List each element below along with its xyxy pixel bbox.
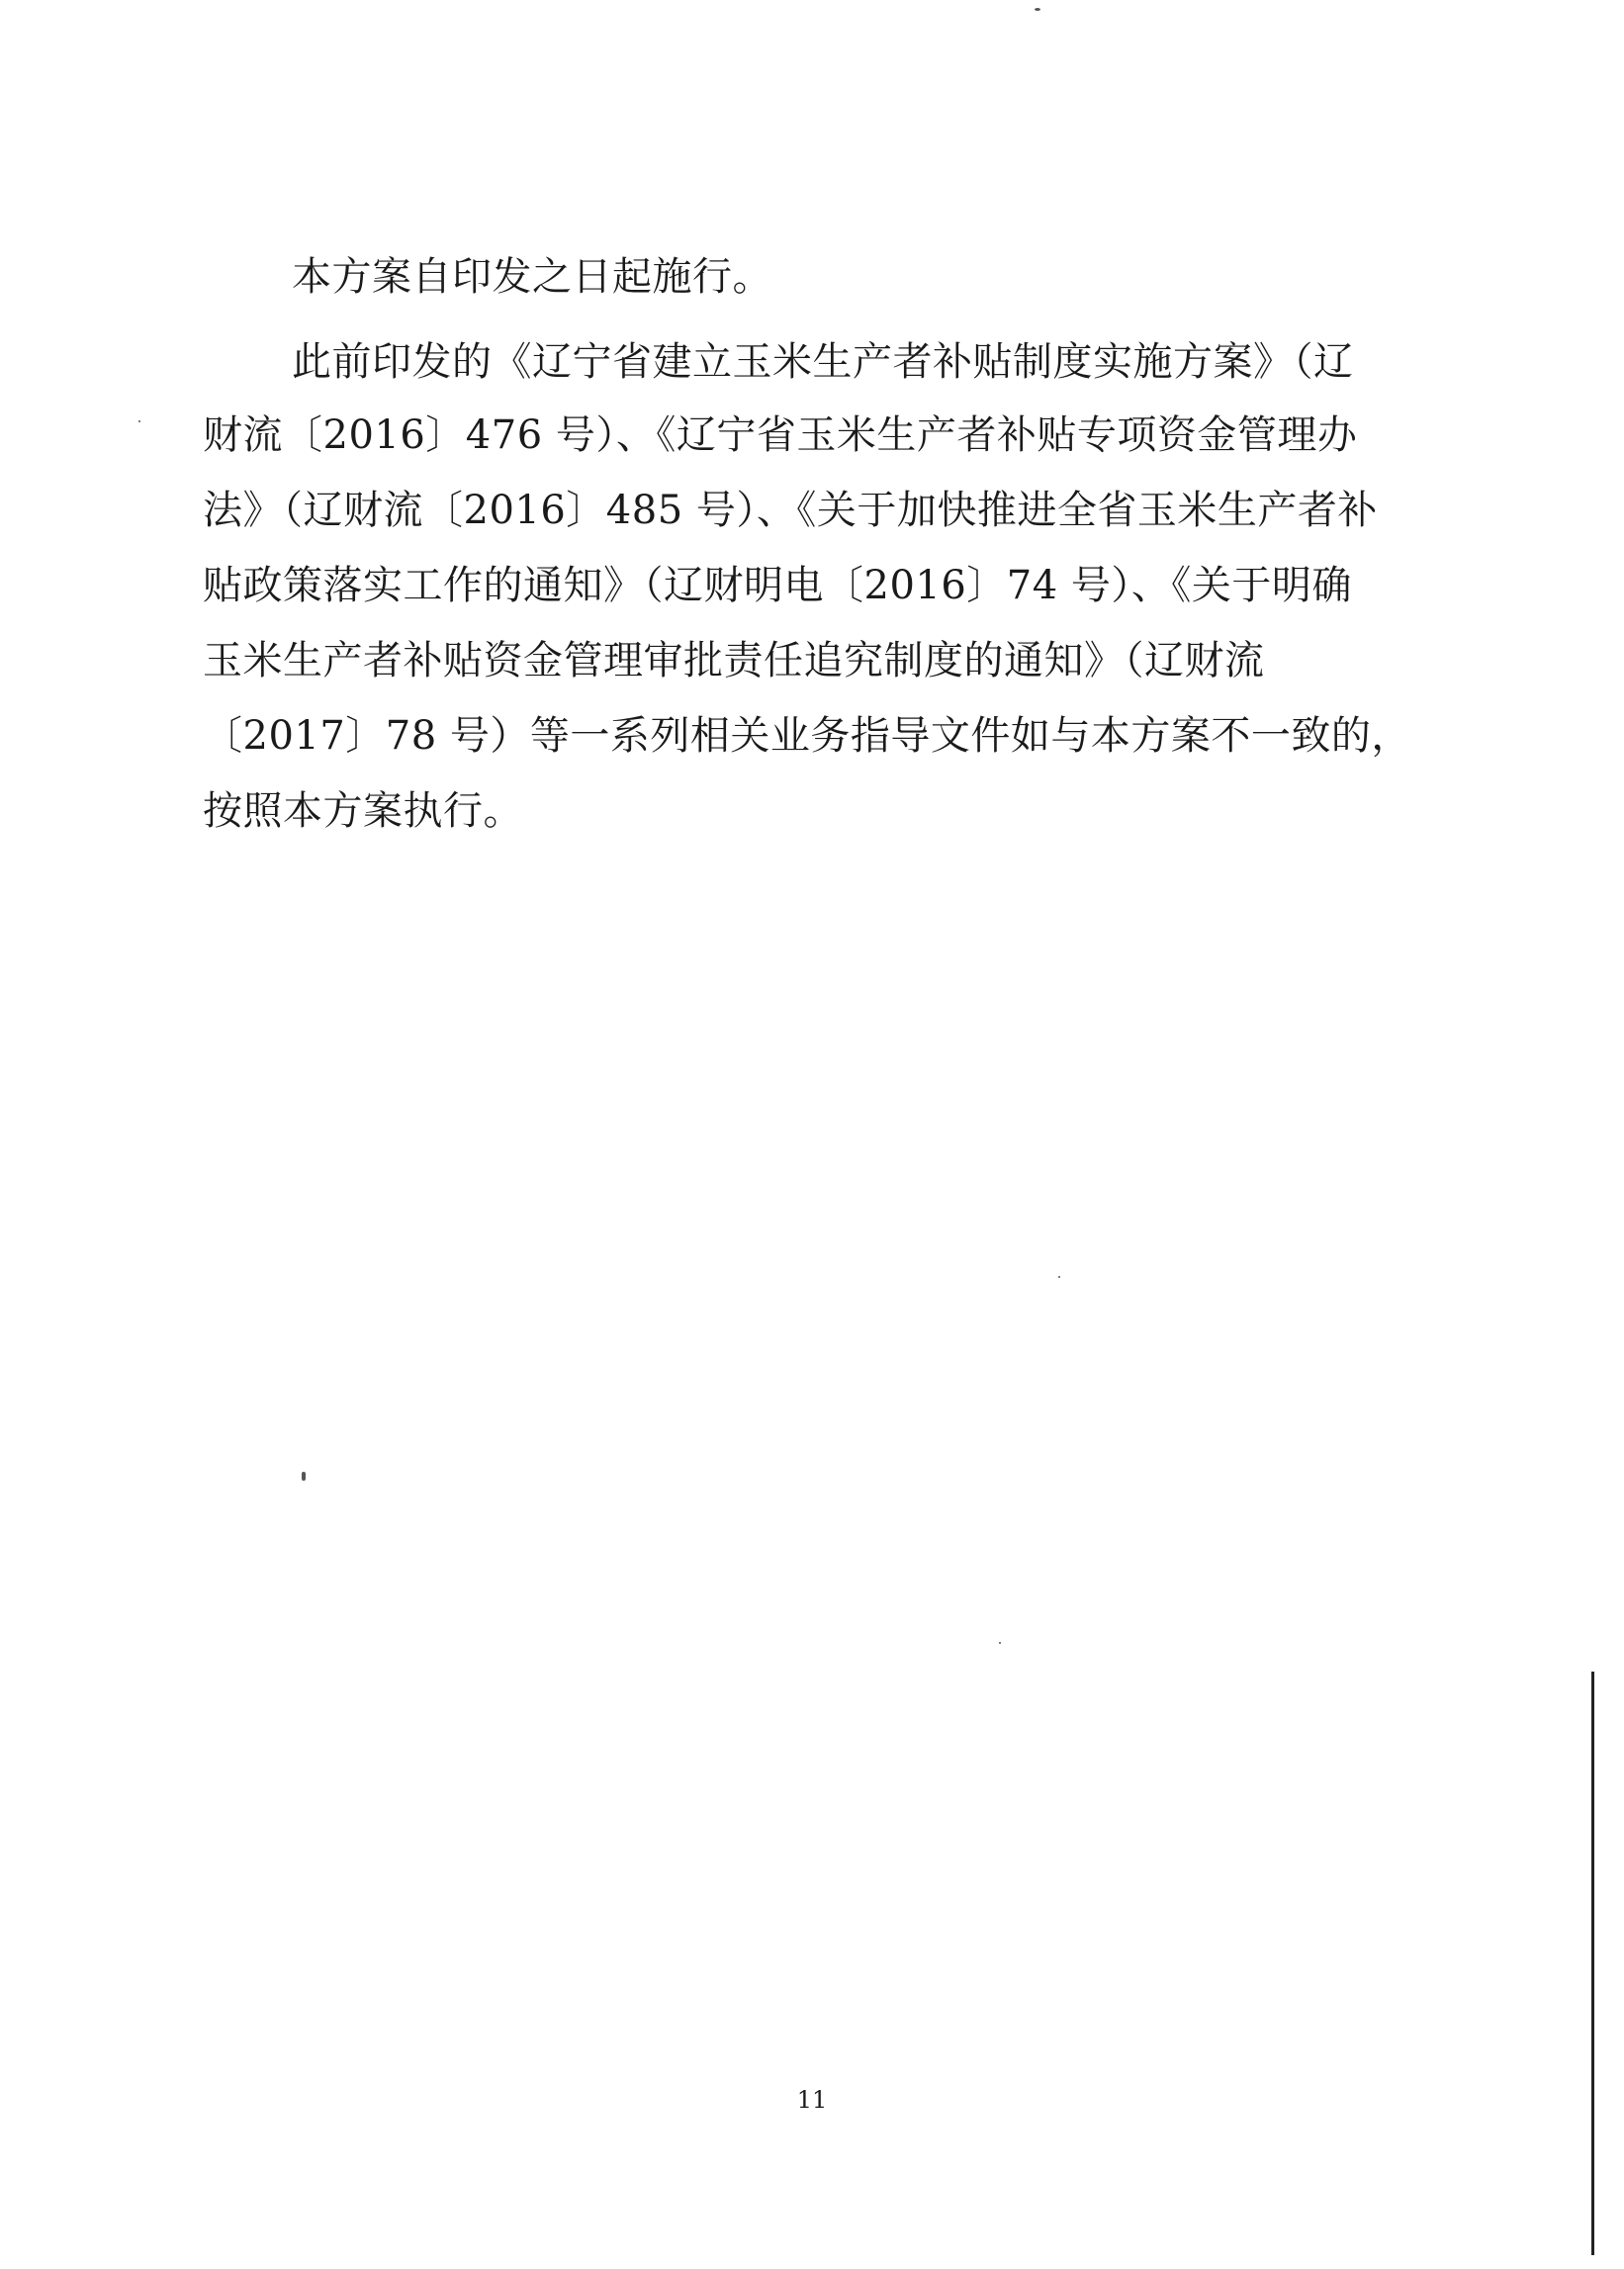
scan-speck (138, 420, 140, 422)
scan-speck (999, 1642, 1001, 1644)
paragraph-2-line-3: 法》（辽财流〔2016〕485 号）、《关于加快推进全省玉米生产者补 (203, 488, 1378, 533)
scan-speck (1035, 8, 1040, 11)
scan-speck (1058, 1276, 1060, 1278)
paragraph-1-line-1: 本方案自印发之日起施行。 (292, 254, 772, 300)
paragraph-2-line-4: 贴政策落实工作的通知》（辽财明电〔2016〕74 号）、《关于明确 (203, 563, 1352, 608)
scan-edge-line (1591, 1672, 1594, 2255)
paragraph-2-line-2: 财流〔2016〕476 号）、《辽宁省玉米生产者补贴专项资金管理办 (203, 412, 1358, 458)
paragraph-2-line-1: 此前印发的《辽宁省建立玉米生产者补贴制度实施方案》（辽 (292, 339, 1354, 385)
paragraph-2-line-7: 按照本方案执行。 (203, 788, 523, 834)
page-number: 11 (796, 2086, 828, 2114)
paragraph-2-line-5: 玉米生产者补贴资金管理审批责任追究制度的通知》（辽财流 (203, 638, 1265, 683)
scan-speck (302, 1472, 306, 1481)
paragraph-2-line-6: 〔2017〕78 号）等一系列相关业务指导文件如与本方案不一致的， (203, 713, 1411, 759)
